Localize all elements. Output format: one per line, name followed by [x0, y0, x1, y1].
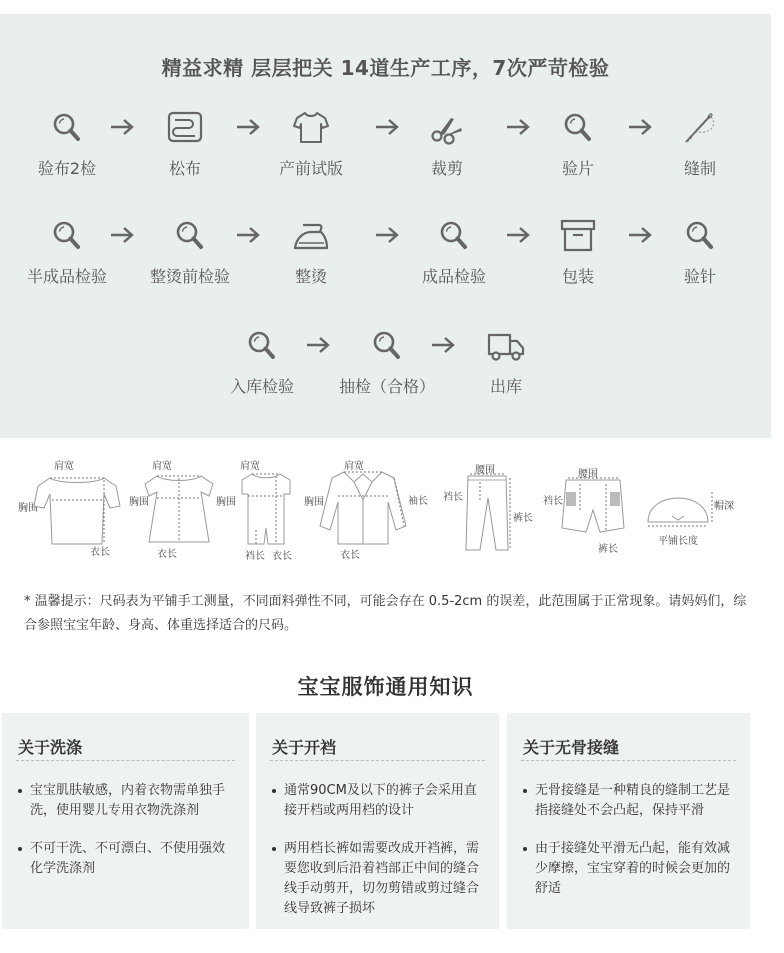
label-length: 衣长 — [90, 547, 110, 558]
step-sample: 产前试版 — [251, 108, 371, 179]
pants-outline — [440, 448, 540, 558]
label-length: 裤长 — [598, 544, 618, 555]
step-finished-inspection: 成品检验 — [394, 216, 514, 287]
fabric-roll-icon — [165, 108, 205, 148]
step-relax-fabric: 松布 — [125, 108, 245, 179]
divider — [521, 760, 736, 761]
card-seamless — [507, 713, 750, 929]
divider — [16, 760, 235, 761]
label-shoulder: 肩宽 — [152, 461, 172, 472]
label-flat-length: 平铺长度 — [658, 536, 698, 547]
label-chest: 胸围 — [18, 503, 38, 514]
label-crotch: 裆长 — [543, 496, 563, 507]
knowledge-title: 宝宝服饰通用知识 — [297, 675, 474, 699]
magnifier-icon — [680, 216, 720, 256]
tshirt-icon — [291, 108, 331, 148]
box-icon — [558, 216, 598, 256]
label-chest: 胸围 — [129, 497, 149, 508]
magnifier-icon — [242, 326, 282, 366]
step-sewing: 缝制 — [640, 108, 760, 179]
card-title: 关于洗涤 — [18, 738, 83, 757]
label-shoulder: 肩宽 — [54, 461, 74, 472]
step-shipping: 出库 — [446, 326, 566, 397]
list-item: 无骨接缝是一种精良的缝制工艺是指接缝处不会凸起，保持平滑 — [521, 781, 738, 821]
process-panel — [0, 14, 771, 438]
scissors-icon — [427, 108, 467, 148]
label-length: 裤长 — [513, 513, 533, 524]
magnifier-icon — [170, 216, 210, 256]
shorts-outline — [540, 448, 640, 558]
needle-icon — [680, 108, 720, 148]
magnifier-icon — [367, 326, 407, 366]
label-shoulder: 肩宽 — [240, 461, 260, 472]
jacket-outline — [302, 448, 422, 558]
step-sampling-check: 抽检（合格） — [327, 326, 447, 397]
magnifier-icon — [47, 108, 87, 148]
label-crotch: 裆长 — [245, 551, 265, 562]
label-length: 衣长 — [157, 549, 177, 560]
card-list — [521, 781, 738, 917]
label-chest: 胸围 — [304, 497, 324, 508]
list-item: 通常90CM及以下的裤子会采用直接开档或两用档的设计 — [270, 781, 487, 821]
hat-outline — [642, 448, 742, 558]
label-depth: 帽深 — [714, 501, 734, 512]
iron-icon — [291, 216, 331, 256]
card-list — [270, 781, 487, 937]
step-fabric-inspection: 验布2检 — [7, 108, 127, 179]
tshirt-outline — [16, 448, 126, 558]
step-warehouse-inspection: 入库检验 — [202, 326, 322, 397]
divider — [270, 760, 485, 761]
label-chest: 胸围 — [216, 497, 236, 508]
card-washing — [2, 713, 249, 929]
measurement-note: * 温馨提示：尺码表为平铺手工测量，不同面料弹性不同，可能会存在 0.5-2cm 的误差，此范围属于正常现象。请妈妈们，综合参照宝宝年龄、身高、体重选择适合的尺码。 — [24, 594, 747, 633]
label-waist: 腰围 — [578, 469, 598, 480]
list-item: 不可干洗、不可漂白、不使用强效化学洗涤剂 — [16, 839, 237, 879]
label-length: 衣长 — [272, 551, 292, 562]
list-item: 两用档长裤如需要改成开裆裤，需要您收到后沿着裆部正中间的缝合线手动剪开，切勿剪错或剪过缝合线导致裤子损坏 — [270, 839, 487, 919]
step-needle-detection: 验针 — [640, 216, 760, 287]
list-item: 宝宝肌肤敏感，内着衣物需单独手洗，使用婴儿专用衣物洗涤剂 — [16, 781, 237, 821]
step-semi-finished-inspection: 半成品检验 — [7, 216, 127, 287]
truck-icon — [486, 326, 526, 366]
card-open-crotch — [256, 713, 499, 929]
label-sleeve: 袖长 — [408, 496, 428, 507]
size-diagrams — [0, 448, 771, 568]
label-length: 衣长 — [340, 550, 360, 561]
step-piece-inspection: 验片 — [518, 108, 638, 179]
step-cutting: 裁剪 — [387, 108, 507, 179]
list-item: 由于接缝处平滑无凸起，能有效减少摩擦，宝宝穿着的时候会更加的舒适 — [521, 839, 738, 899]
card-title: 关于无骨接缝 — [523, 738, 620, 757]
step-ironing: 整烫 — [251, 216, 371, 287]
magnifier-icon — [434, 216, 474, 256]
card-list — [16, 781, 237, 897]
label-waist: 腰围 — [475, 465, 495, 476]
step-pre-ironing-inspection: 整烫前检验 — [130, 216, 250, 287]
step-packaging: 包装 — [518, 216, 638, 287]
magnifier-icon — [558, 108, 598, 148]
label-shoulder: 肩宽 — [344, 461, 364, 472]
magnifier-icon — [47, 216, 87, 256]
label-crotch: 裆长 — [443, 492, 463, 503]
process-title: 精益求精 层层把关 14道生产工序，7次严苛检验 — [161, 56, 610, 80]
card-title: 关于开裆 — [272, 738, 337, 757]
